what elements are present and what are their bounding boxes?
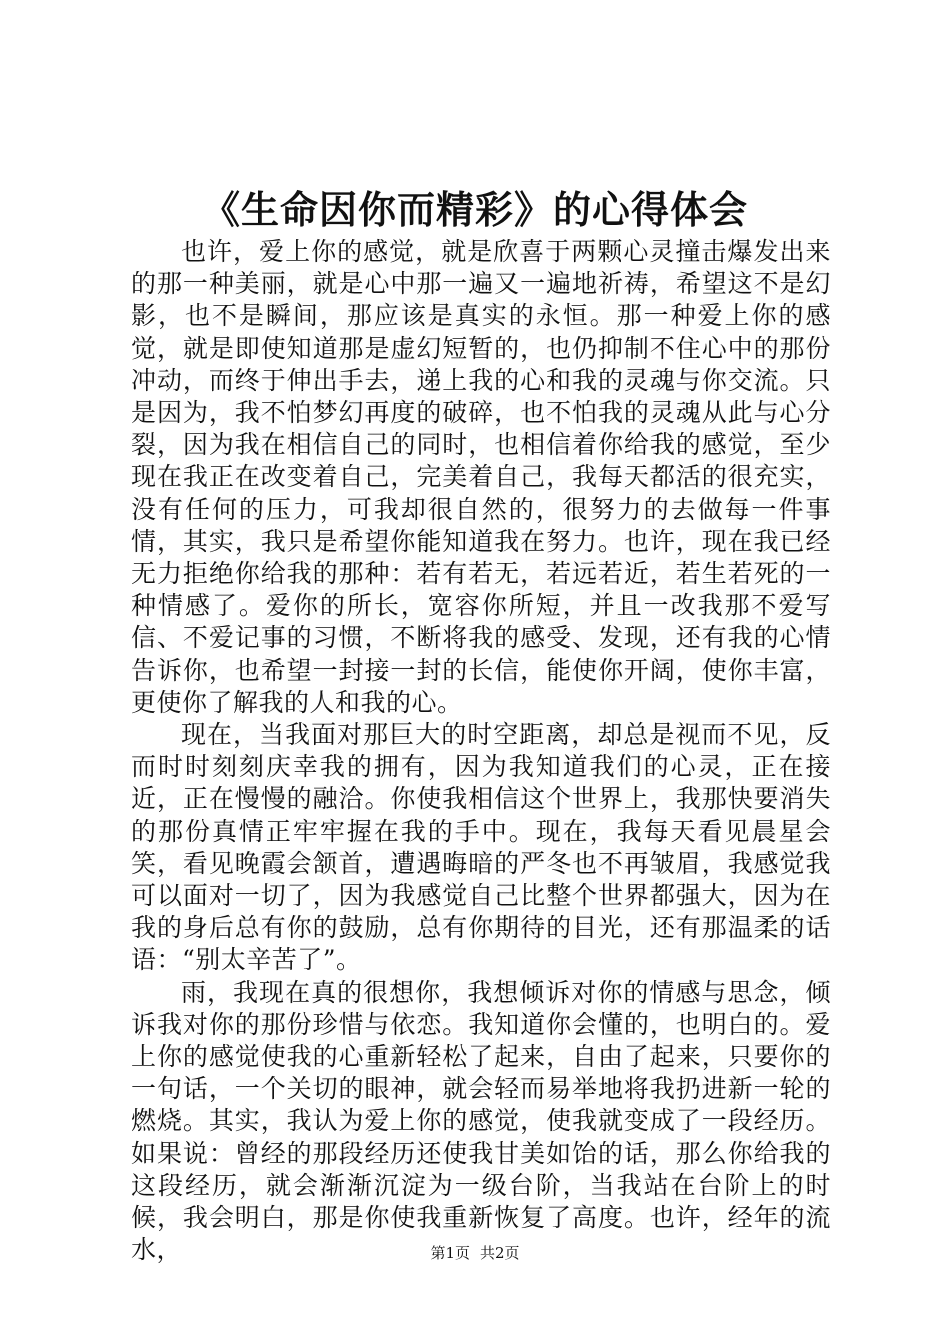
paragraph-3: 雨，我现在真的很想你，我想倾诉对你的情感与思念，倾诉我对你的那份珍惜与依恋。我知道你会懂的，也明白的。爱上你的感觉使我的心重新轻松了起来，自由了起来，只要你的一句话，一个关切的眼神，就会轻而易举地将我扔进新一轮的燃烧。其实，我认为爱上你的感觉，使我就变成了一段经历。如果说：曾经的那段经历还使我甘美如饴的话，那么你给我的这段经历，就会渐渐沉淀为一级台阶，当我站在台阶上的时候，我会明白，那是你使我重新恢复了高度。也许，经年的流水，: [131, 977, 831, 1265]
page-number: 第1页: [430, 1244, 470, 1262]
paragraph-1: 也许，爱上你的感觉，就是欣喜于两颗心灵撞击爆发出来的那一种美丽，就是心中那一遍又一遍地祈祷，希望这不是幻影，也不是瞬间，那应该是真实的永恒。那一种爱上你的感觉，就是即使知道那是虚幻短暂的，也仍抑制不住心中的那份冲动，而终于伸出手去，递上我的心和我的灵魂与你交流。只是因为，我不怕梦幻再度的破碎，也不怕我的灵魂从此与心分裂，因为我在相信自己的同时，也相信着你给我的感觉，至少现在我正在改变着自己，完美着自己，我每天都活的很充实，没有任何的压力，可我却很自然的，很努力的去做每一件事情，其实，我只是希望你能知道我在努力。也许，现在我已经无力拒绝你给我的那种：若有若无，若远若近，若生若死的一种情感了。爱你的所长，宽容你所短，并且一改我那不爱写信、不爱记事的习惯，不断将我的感受、发现，还有我的心情告诉你，也希望一封接一封的长信，能使你开阔，使你丰富，更使你了解我的人和我的心。: [131, 237, 831, 717]
document-body: [131, 236, 831, 1267]
paragraph-2: 现在，当我面对那巨大的时空距离，却总是视而不见，反而时时刻刻庆幸我的拥有，因为我知道我们的心灵，正在接近，正在慢慢的融洽。你使我相信这个世界上，我那快要消失的那份真情正牢牢握在我的手中。现在，我每天看见晨星会笑，看见晚霞会颔首，遭遇晦暗的严冬也不再皱眉，我感觉我可以面对一切了，因为我感觉自己比整个世界都强大，因为在我的身后总有你的鼓励，总有你期待的目光，还有那温柔的话语：“别太辛苦了”。: [131, 720, 831, 975]
page-footer: [0, 1243, 950, 1263]
document-title: 《生命因你而精彩》的心得体会: [201, 188, 748, 232]
page-total: 共2页: [480, 1244, 520, 1262]
